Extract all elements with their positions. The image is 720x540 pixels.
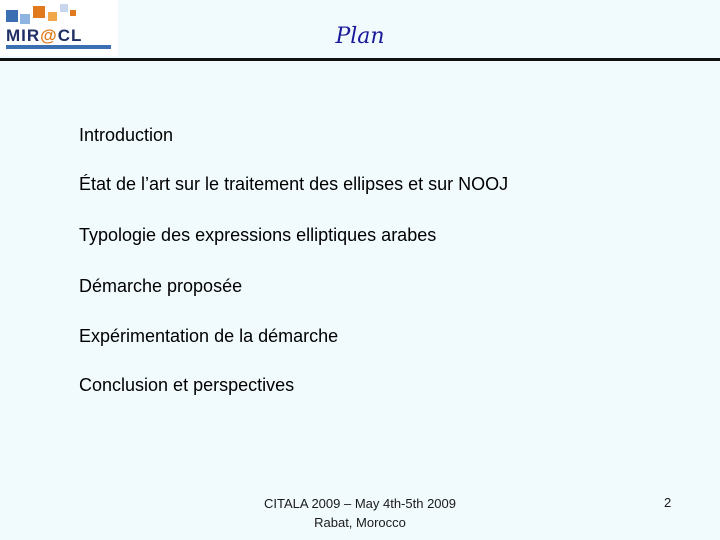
logo-wordmark: MIR@CL <box>6 26 83 45</box>
footer-conference <box>200 494 520 532</box>
footer-line-1: CITALA 2009 – May 4th-5th 2009 <box>264 496 456 511</box>
agenda-item-approach: Démarche proposée <box>79 276 243 296</box>
footer-line-2: Rabat, Morocco <box>314 515 406 530</box>
page-number: 2 <box>664 495 672 510</box>
agenda-item-state-of-art: État de l’art sur le traitement des ellipses et sur NOOJ <box>79 174 509 194</box>
slide-title: Plan <box>335 24 385 49</box>
title-divider <box>0 58 720 61</box>
agenda-item-conclusion: Conclusion et perspectives <box>79 375 295 395</box>
agenda-item-typology: Typologie des expressions elliptiques arabes <box>79 225 437 245</box>
agenda-item-experimentation: Expérimentation de la démarche <box>79 326 339 346</box>
agenda-item-introduction: Introduction <box>79 125 174 145</box>
